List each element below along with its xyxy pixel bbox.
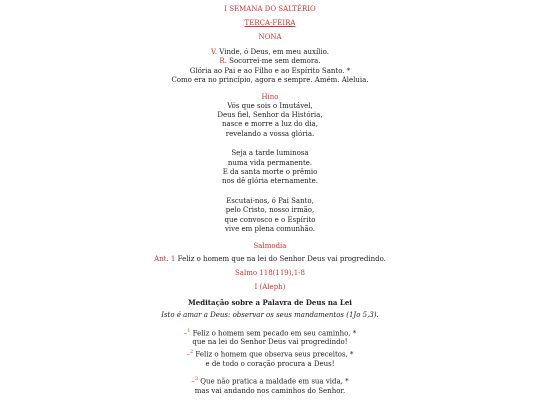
psalm-title: Meditação sobre a Palavra de Deus na Lei [188, 297, 352, 307]
hymn-line: nos dê glória eternamente. [222, 177, 318, 186]
verse-line-a: –$^3$ Que não pratica a maldade em sua vida, * [191, 376, 349, 386]
verse-text: Feliz o homem que observa seus preceitos, * [195, 350, 354, 359]
hymn-line: Deus fiel, Senhor da História, [217, 111, 323, 120]
hymn-line: E da santa morte o prêmio [222, 168, 318, 177]
week-heading: I SEMANA DO SALTÉRIO [224, 5, 316, 13]
antiphon-text: Feliz o homem que na lei do Senhor Deus vai progredindo. [177, 254, 386, 263]
antiphon-line [0, 255, 540, 264]
verse-number: 1 [187, 327, 191, 334]
hymn-line: Seja a tarde luminosa [231, 149, 309, 158]
hymn-line: pelo Cristo, nosso irmão, [225, 206, 315, 215]
hymn-stanza-3 [0, 197, 540, 235]
versicle-marker: V. [211, 48, 218, 56]
verse-number: 3 [194, 376, 199, 382]
psalm-subtitle-text: Isto é amar a Deus: observar os seus mandamentos (1Jo 5,3). [161, 311, 379, 320]
hour-heading: NONA [258, 33, 282, 41]
hymn-line: Vós que sois o Imutável, [227, 101, 313, 110]
hymn-line: que convosco e o Espírito [224, 215, 316, 224]
psalm-reference: Salmo 118(119),1-8 [235, 268, 305, 277]
response-marker: R. [219, 57, 227, 66]
versicle-text: Vinde, ó Deus, em meu auxílio. [219, 48, 329, 56]
verse-line-a: –$^1$ Feliz o homem sem pecado em seu caminho, * [183, 327, 357, 338]
verse-line-a: –$^2$ Feliz o homem que observa seus preceitos, * [186, 348, 354, 359]
hymn-line: nasce e morre a luz do dia, [222, 120, 318, 129]
psalm-verse-3 [0, 375, 540, 396]
hymn-line: numa vida permanente. [227, 158, 313, 167]
verse-line-b: que na lei do Senhor Deus vai progredindo! [192, 338, 348, 347]
antiphon-marker: Ant. 1 [154, 254, 176, 263]
psalm-subtitle [0, 311, 540, 320]
response-text: Socorrei-me sem demora. [229, 57, 321, 66]
hymn-line: revelando a vossa glória. [225, 129, 315, 138]
psalm-verse-2 [0, 348, 540, 369]
psalm-verse-1 [0, 327, 540, 348]
verse-line-b: mas vai andando nos caminhos do Senhor. [194, 386, 346, 395]
hymn-stanza-1 [0, 102, 540, 140]
verse-number: 2 [189, 348, 194, 355]
verse-text: Que não pratica a maldade em sua vida, * [200, 377, 349, 386]
response-line [0, 57, 540, 66]
psalm-section: I (Aleph) [254, 282, 286, 291]
gloria-line-1: Glória ao Pai e ao Filho e ao Espírito Santo. * [189, 66, 351, 75]
psalmody-heading: Salmodia [253, 241, 287, 250]
verse-text: Feliz o homem sem pecado em seu caminho, * [192, 329, 357, 338]
hymn-stanza-2 [0, 149, 540, 187]
hymn-line: Escutai-nos, ó Pai Santo, [226, 196, 314, 205]
hymn-heading: Hino [261, 92, 279, 101]
hymn-line: vive em plena comunhão. [224, 225, 316, 234]
versicle-line [0, 48, 540, 57]
gloria-line-2: Como era no princípio, agora e sempre. Amém. Aleluia. [171, 76, 369, 85]
verse-line-b: e de todo o coração procura a Deus! [205, 359, 335, 368]
day-heading: TERÇA-FEIRA [244, 19, 296, 27]
